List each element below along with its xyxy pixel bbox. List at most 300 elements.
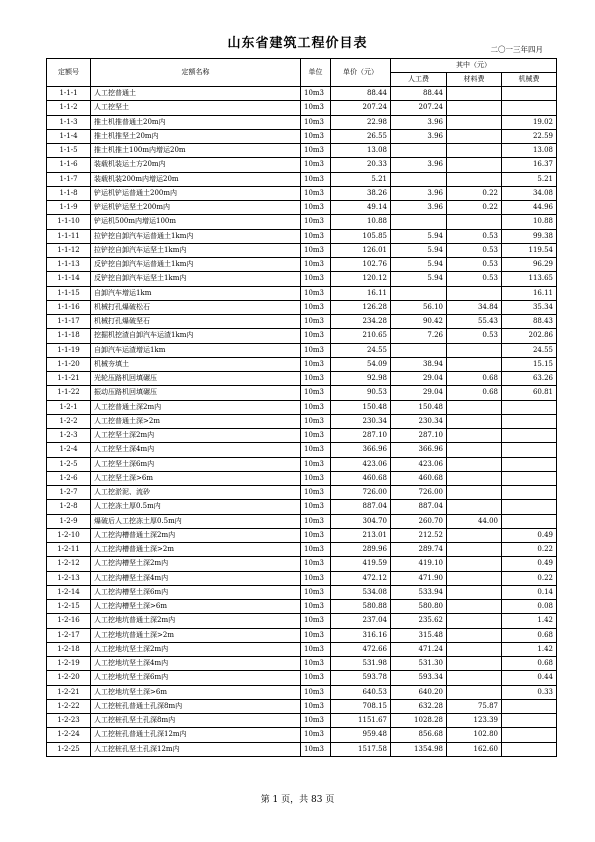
row-unit: 10m3 (301, 343, 331, 357)
table-row (47, 429, 557, 443)
table-row (47, 514, 557, 528)
row-unit: 10m3 (301, 671, 331, 685)
row-machine: 44.96 (502, 201, 557, 215)
row-price: 54.09 (331, 357, 391, 371)
page-title: 山东省建筑工程价目表 (227, 36, 368, 51)
row-machine (502, 742, 557, 756)
table-row (47, 657, 557, 671)
row-machine: 35.34 (502, 300, 557, 314)
row-price: 88.44 (331, 87, 391, 101)
row-code: 1-1-9 (47, 201, 91, 215)
row-material (447, 286, 502, 300)
row-price: 287.10 (331, 429, 391, 443)
row-name: 人工挖地坑坚土深4m内 (91, 657, 301, 671)
page-footer: 第 1 页，共 83 页 (260, 795, 335, 805)
row-code: 1-1-14 (47, 272, 91, 286)
row-labor: 289.74 (391, 543, 447, 557)
row-code: 1-2-13 (47, 571, 91, 585)
row-machine: 1.42 (502, 614, 557, 628)
table-row (47, 300, 557, 314)
row-unit: 10m3 (301, 600, 331, 614)
row-labor: 640.20 (391, 685, 447, 699)
row-material (447, 528, 502, 542)
table-row (47, 144, 557, 158)
row-price: 708.15 (331, 699, 391, 713)
table-body (47, 87, 557, 757)
row-machine: 19.02 (502, 115, 557, 129)
row-machine (502, 500, 557, 514)
row-price: 49.14 (331, 201, 391, 215)
row-material: 0.22 (447, 201, 502, 215)
row-material: 55.43 (447, 315, 502, 329)
table-row (47, 614, 557, 628)
row-unit: 10m3 (301, 443, 331, 457)
row-name: 人工挖沟槽坚土深6m内 (91, 585, 301, 599)
row-labor: 471.24 (391, 642, 447, 656)
row-code: 1-2-8 (47, 500, 91, 514)
row-material (447, 144, 502, 158)
row-labor: 88.44 (391, 87, 447, 101)
row-code: 1-1-1 (47, 87, 91, 101)
row-name: 机械打孔爆破坚石 (91, 315, 301, 329)
row-code: 1-2-7 (47, 486, 91, 500)
row-machine: 0.49 (502, 528, 557, 542)
row-labor: 593.34 (391, 671, 447, 685)
row-name: 人工挖地坑坚土深6m内 (91, 671, 301, 685)
row-machine (502, 714, 557, 728)
table-row (47, 471, 557, 485)
row-material (447, 87, 502, 101)
row-machine (502, 101, 557, 115)
row-name: 人工挖沟槽普通土深>2m (91, 543, 301, 557)
row-material (447, 486, 502, 500)
row-name: 机械打孔爆破松石 (91, 300, 301, 314)
row-price: 531.98 (331, 657, 391, 671)
row-material: 34.84 (447, 300, 502, 314)
header-name: 定额名称 (91, 59, 301, 87)
row-labor: 260.70 (391, 514, 447, 528)
row-material: 123.39 (447, 714, 502, 728)
row-machine: 16.11 (502, 286, 557, 300)
row-labor: 533.94 (391, 585, 447, 599)
row-unit: 10m3 (301, 557, 331, 571)
table-row (47, 571, 557, 585)
row-price: 366.96 (331, 443, 391, 457)
row-code: 1-1-15 (47, 286, 91, 300)
row-price: 726.00 (331, 486, 391, 500)
row-code: 1-1-17 (47, 315, 91, 329)
header-material: 材料费 (447, 73, 502, 87)
row-machine: 96.29 (502, 258, 557, 272)
table-row (47, 699, 557, 713)
row-labor (391, 343, 447, 357)
row-price: 22.98 (331, 115, 391, 129)
table-row (47, 400, 557, 414)
row-name: 爆破后人工挖冻土厚0.5m内 (91, 514, 301, 528)
row-name: 反铲挖自卸汽车运普通土1km内 (91, 258, 301, 272)
row-code: 1-2-17 (47, 628, 91, 642)
row-material (447, 101, 502, 115)
row-code: 1-2-21 (47, 685, 91, 699)
row-machine (502, 699, 557, 713)
row-price: 419.59 (331, 557, 391, 571)
row-material: 0.53 (447, 243, 502, 257)
row-unit: 10m3 (301, 215, 331, 229)
row-material: 0.22 (447, 186, 502, 200)
header-machine: 机械费 (502, 73, 557, 87)
row-material (447, 500, 502, 514)
row-code: 1-2-23 (47, 714, 91, 728)
row-price: 150.48 (331, 400, 391, 414)
row-material (447, 158, 502, 172)
row-unit: 10m3 (301, 657, 331, 671)
row-labor: 38.94 (391, 357, 447, 371)
row-labor: 235.62 (391, 614, 447, 628)
row-material (447, 115, 502, 129)
row-price: 472.12 (331, 571, 391, 585)
row-code: 1-2-22 (47, 699, 91, 713)
row-code: 1-2-19 (47, 657, 91, 671)
row-labor: 1028.28 (391, 714, 447, 728)
row-unit: 10m3 (301, 471, 331, 485)
row-material: 44.00 (447, 514, 502, 528)
row-machine: 0.22 (502, 571, 557, 585)
row-code: 1-1-4 (47, 129, 91, 143)
table-row (47, 357, 557, 371)
row-labor: 531.30 (391, 657, 447, 671)
row-name: 拉铲挖自卸汽车运普通土1km内 (91, 229, 301, 243)
row-labor: 419.10 (391, 557, 447, 571)
row-machine: 0.22 (502, 543, 557, 557)
row-name: 自卸汽车运渣增运1km (91, 343, 301, 357)
row-name: 推土机推坚土20m内 (91, 129, 301, 143)
row-name: 人工挖地坑普通土深2m内 (91, 614, 301, 628)
row-code: 1-2-6 (47, 471, 91, 485)
row-name: 铲运机铲运坚土200m内 (91, 201, 301, 215)
row-labor: 315.48 (391, 628, 447, 642)
row-machine: 1.42 (502, 642, 557, 656)
row-price: 13.08 (331, 144, 391, 158)
row-name: 人工挖地坑普通土深>2m (91, 628, 301, 642)
row-machine: 0.33 (502, 685, 557, 699)
row-price: 120.12 (331, 272, 391, 286)
row-labor (391, 172, 447, 186)
row-material: 0.68 (447, 372, 502, 386)
row-labor: 856.68 (391, 728, 447, 742)
row-name: 装载机装运土方20m内 (91, 158, 301, 172)
row-name: 人工挖淤泥、流砂 (91, 486, 301, 500)
row-name: 人工挖坚土 (91, 101, 301, 115)
row-material: 0.68 (447, 386, 502, 400)
table-row (47, 585, 557, 599)
row-code: 1-1-21 (47, 372, 91, 386)
row-material (447, 357, 502, 371)
row-unit: 10m3 (301, 315, 331, 329)
row-name: 推土机推土100m内增运20m (91, 144, 301, 158)
row-price: 207.24 (331, 101, 391, 115)
row-unit: 10m3 (301, 571, 331, 585)
row-material: 0.53 (447, 258, 502, 272)
table-row (47, 129, 557, 143)
row-labor: 3.96 (391, 158, 447, 172)
row-price: 472.66 (331, 642, 391, 656)
row-name: 人工挖沟槽坚土深4m内 (91, 571, 301, 585)
row-material (447, 172, 502, 186)
row-code: 1-1-10 (47, 215, 91, 229)
row-labor: 212.52 (391, 528, 447, 542)
table-header (47, 59, 557, 87)
row-labor: 56.10 (391, 300, 447, 314)
row-price: 534.08 (331, 585, 391, 599)
row-unit: 10m3 (301, 486, 331, 500)
row-price: 887.04 (331, 500, 391, 514)
row-material: 0.53 (447, 272, 502, 286)
row-name: 人工挖地坑坚土深2m内 (91, 642, 301, 656)
row-unit: 10m3 (301, 329, 331, 343)
row-name: 人工挖桩孔普通土孔深12m内 (91, 728, 301, 742)
row-machine: 88.43 (502, 315, 557, 329)
table-row (47, 372, 557, 386)
row-labor: 3.96 (391, 201, 447, 215)
row-material (447, 457, 502, 471)
row-code: 1-1-20 (47, 357, 91, 371)
row-labor (391, 286, 447, 300)
table-row (47, 714, 557, 728)
row-unit: 10m3 (301, 243, 331, 257)
table-row (47, 457, 557, 471)
table-row (47, 486, 557, 500)
row-unit: 10m3 (301, 514, 331, 528)
row-labor: 287.10 (391, 429, 447, 443)
row-material (447, 343, 502, 357)
table-row (47, 671, 557, 685)
row-price: 20.33 (331, 158, 391, 172)
row-labor: 423.06 (391, 457, 447, 471)
header-code: 定额号 (47, 59, 91, 87)
row-price: 316.16 (331, 628, 391, 642)
row-name: 人工挖沟槽坚土深2m内 (91, 557, 301, 571)
row-unit: 10m3 (301, 158, 331, 172)
row-material (447, 443, 502, 457)
row-unit: 10m3 (301, 300, 331, 314)
row-price: 5.21 (331, 172, 391, 186)
table-row (47, 728, 557, 742)
row-material (447, 585, 502, 599)
row-price: 959.48 (331, 728, 391, 742)
row-machine (502, 400, 557, 414)
row-machine: 202.86 (502, 329, 557, 343)
row-machine: 13.08 (502, 144, 557, 158)
table-row (47, 329, 557, 343)
row-name: 自卸汽车增运1km (91, 286, 301, 300)
row-name: 人工挖桩孔坚土孔深12m内 (91, 742, 301, 756)
row-name: 人工挖普通土深>2m (91, 414, 301, 428)
row-price: 304.70 (331, 514, 391, 528)
row-labor: 207.24 (391, 101, 447, 115)
row-price: 102.76 (331, 258, 391, 272)
row-material (447, 628, 502, 642)
row-machine (502, 728, 557, 742)
row-machine (502, 87, 557, 101)
row-labor: 230.34 (391, 414, 447, 428)
row-labor: 150.48 (391, 400, 447, 414)
row-name: 人工挖坚土深4m内 (91, 443, 301, 457)
row-name: 机械夯填土 (91, 357, 301, 371)
row-price: 105.85 (331, 229, 391, 243)
row-machine: 60.81 (502, 386, 557, 400)
row-machine: 10.88 (502, 215, 557, 229)
table-row (47, 186, 557, 200)
row-machine: 0.68 (502, 628, 557, 642)
row-name: 铲运机500m内增运100m (91, 215, 301, 229)
row-labor: 5.94 (391, 229, 447, 243)
table-row (47, 101, 557, 115)
row-labor: 5.94 (391, 243, 447, 257)
table-row (47, 315, 557, 329)
row-name: 人工挖普通土深2m内 (91, 400, 301, 414)
row-labor: 460.68 (391, 471, 447, 485)
row-price: 237.04 (331, 614, 391, 628)
row-machine: 15.15 (502, 357, 557, 371)
row-material (447, 414, 502, 428)
table-row (47, 443, 557, 457)
row-unit: 10m3 (301, 457, 331, 471)
row-price: 460.68 (331, 471, 391, 485)
row-code: 1-2-12 (47, 557, 91, 571)
row-price: 10.88 (331, 215, 391, 229)
row-code: 1-2-5 (47, 457, 91, 471)
row-machine: 5.21 (502, 172, 557, 186)
row-code: 1-2-16 (47, 614, 91, 628)
row-unit: 10m3 (301, 229, 331, 243)
row-material: 0.53 (447, 329, 502, 343)
row-unit: 10m3 (301, 115, 331, 129)
row-unit: 10m3 (301, 699, 331, 713)
table-row (47, 543, 557, 557)
row-price: 593.78 (331, 671, 391, 685)
row-code: 1-1-2 (47, 101, 91, 115)
row-price: 38.26 (331, 186, 391, 200)
row-unit: 10m3 (301, 714, 331, 728)
row-unit: 10m3 (301, 186, 331, 200)
table-row (47, 642, 557, 656)
row-material: 102.80 (447, 728, 502, 742)
row-price: 90.53 (331, 386, 391, 400)
row-labor: 5.94 (391, 258, 447, 272)
row-machine: 0.68 (502, 657, 557, 671)
row-code: 1-2-9 (47, 514, 91, 528)
row-material (447, 471, 502, 485)
row-unit: 10m3 (301, 500, 331, 514)
row-labor: 3.96 (391, 115, 447, 129)
row-price: 234.28 (331, 315, 391, 329)
row-machine (502, 457, 557, 471)
table-row (47, 158, 557, 172)
row-labor: 471.90 (391, 571, 447, 585)
row-labor: 90.42 (391, 315, 447, 329)
header-among: 其中（元） (391, 59, 557, 73)
row-unit: 10m3 (301, 585, 331, 599)
row-unit: 10m3 (301, 386, 331, 400)
table-row (47, 286, 557, 300)
price-table (46, 58, 557, 757)
row-labor: 7.26 (391, 329, 447, 343)
row-labor: 5.94 (391, 272, 447, 286)
row-machine: 22.59 (502, 129, 557, 143)
table-row (47, 201, 557, 215)
row-unit: 10m3 (301, 728, 331, 742)
row-code: 1-1-7 (47, 172, 91, 186)
row-price: 92.98 (331, 372, 391, 386)
table-row (47, 87, 557, 101)
table-row (47, 258, 557, 272)
row-code: 1-1-22 (47, 386, 91, 400)
row-price: 1151.67 (331, 714, 391, 728)
row-material (447, 614, 502, 628)
row-material: 75.87 (447, 699, 502, 713)
row-code: 1-1-13 (47, 258, 91, 272)
table-row (47, 685, 557, 699)
header-unit: 单位 (301, 59, 331, 87)
row-code: 1-2-14 (47, 585, 91, 599)
row-code: 1-2-24 (47, 728, 91, 742)
row-unit: 10m3 (301, 144, 331, 158)
row-material (447, 215, 502, 229)
row-unit: 10m3 (301, 87, 331, 101)
row-material: 0.53 (447, 229, 502, 243)
row-code: 1-1-5 (47, 144, 91, 158)
row-unit: 10m3 (301, 201, 331, 215)
row-price: 423.06 (331, 457, 391, 471)
row-labor: 580.80 (391, 600, 447, 614)
row-machine: 0.14 (502, 585, 557, 599)
row-material (447, 543, 502, 557)
row-machine: 113.65 (502, 272, 557, 286)
table-row (47, 414, 557, 428)
row-material (447, 129, 502, 143)
row-material (447, 657, 502, 671)
row-machine (502, 443, 557, 457)
row-labor: 3.96 (391, 129, 447, 143)
row-price: 213.01 (331, 528, 391, 542)
row-unit: 10m3 (301, 685, 331, 699)
row-code: 1-2-2 (47, 414, 91, 428)
table-row (47, 343, 557, 357)
row-price: 26.55 (331, 129, 391, 143)
row-code: 1-2-4 (47, 443, 91, 457)
row-name: 人工挖坚土深2m内 (91, 429, 301, 443)
table-row (47, 386, 557, 400)
row-unit: 10m3 (301, 742, 331, 756)
table-row (47, 528, 557, 542)
row-name: 反铲挖自卸汽车运坚土1km内 (91, 272, 301, 286)
row-labor: 1354.98 (391, 742, 447, 756)
row-material (447, 642, 502, 656)
row-name: 人工挖沟槽坚土深>6m (91, 600, 301, 614)
row-labor: 726.00 (391, 486, 447, 500)
row-code: 1-2-25 (47, 742, 91, 756)
row-material (447, 429, 502, 443)
row-unit: 10m3 (301, 614, 331, 628)
row-code: 1-1-8 (47, 186, 91, 200)
row-material (447, 685, 502, 699)
row-machine (502, 414, 557, 428)
row-name: 人工挖桩孔坚土孔深8m内 (91, 714, 301, 728)
table-row (47, 172, 557, 186)
table-row (47, 500, 557, 514)
row-code: 1-2-3 (47, 429, 91, 443)
row-code: 1-2-1 (47, 400, 91, 414)
